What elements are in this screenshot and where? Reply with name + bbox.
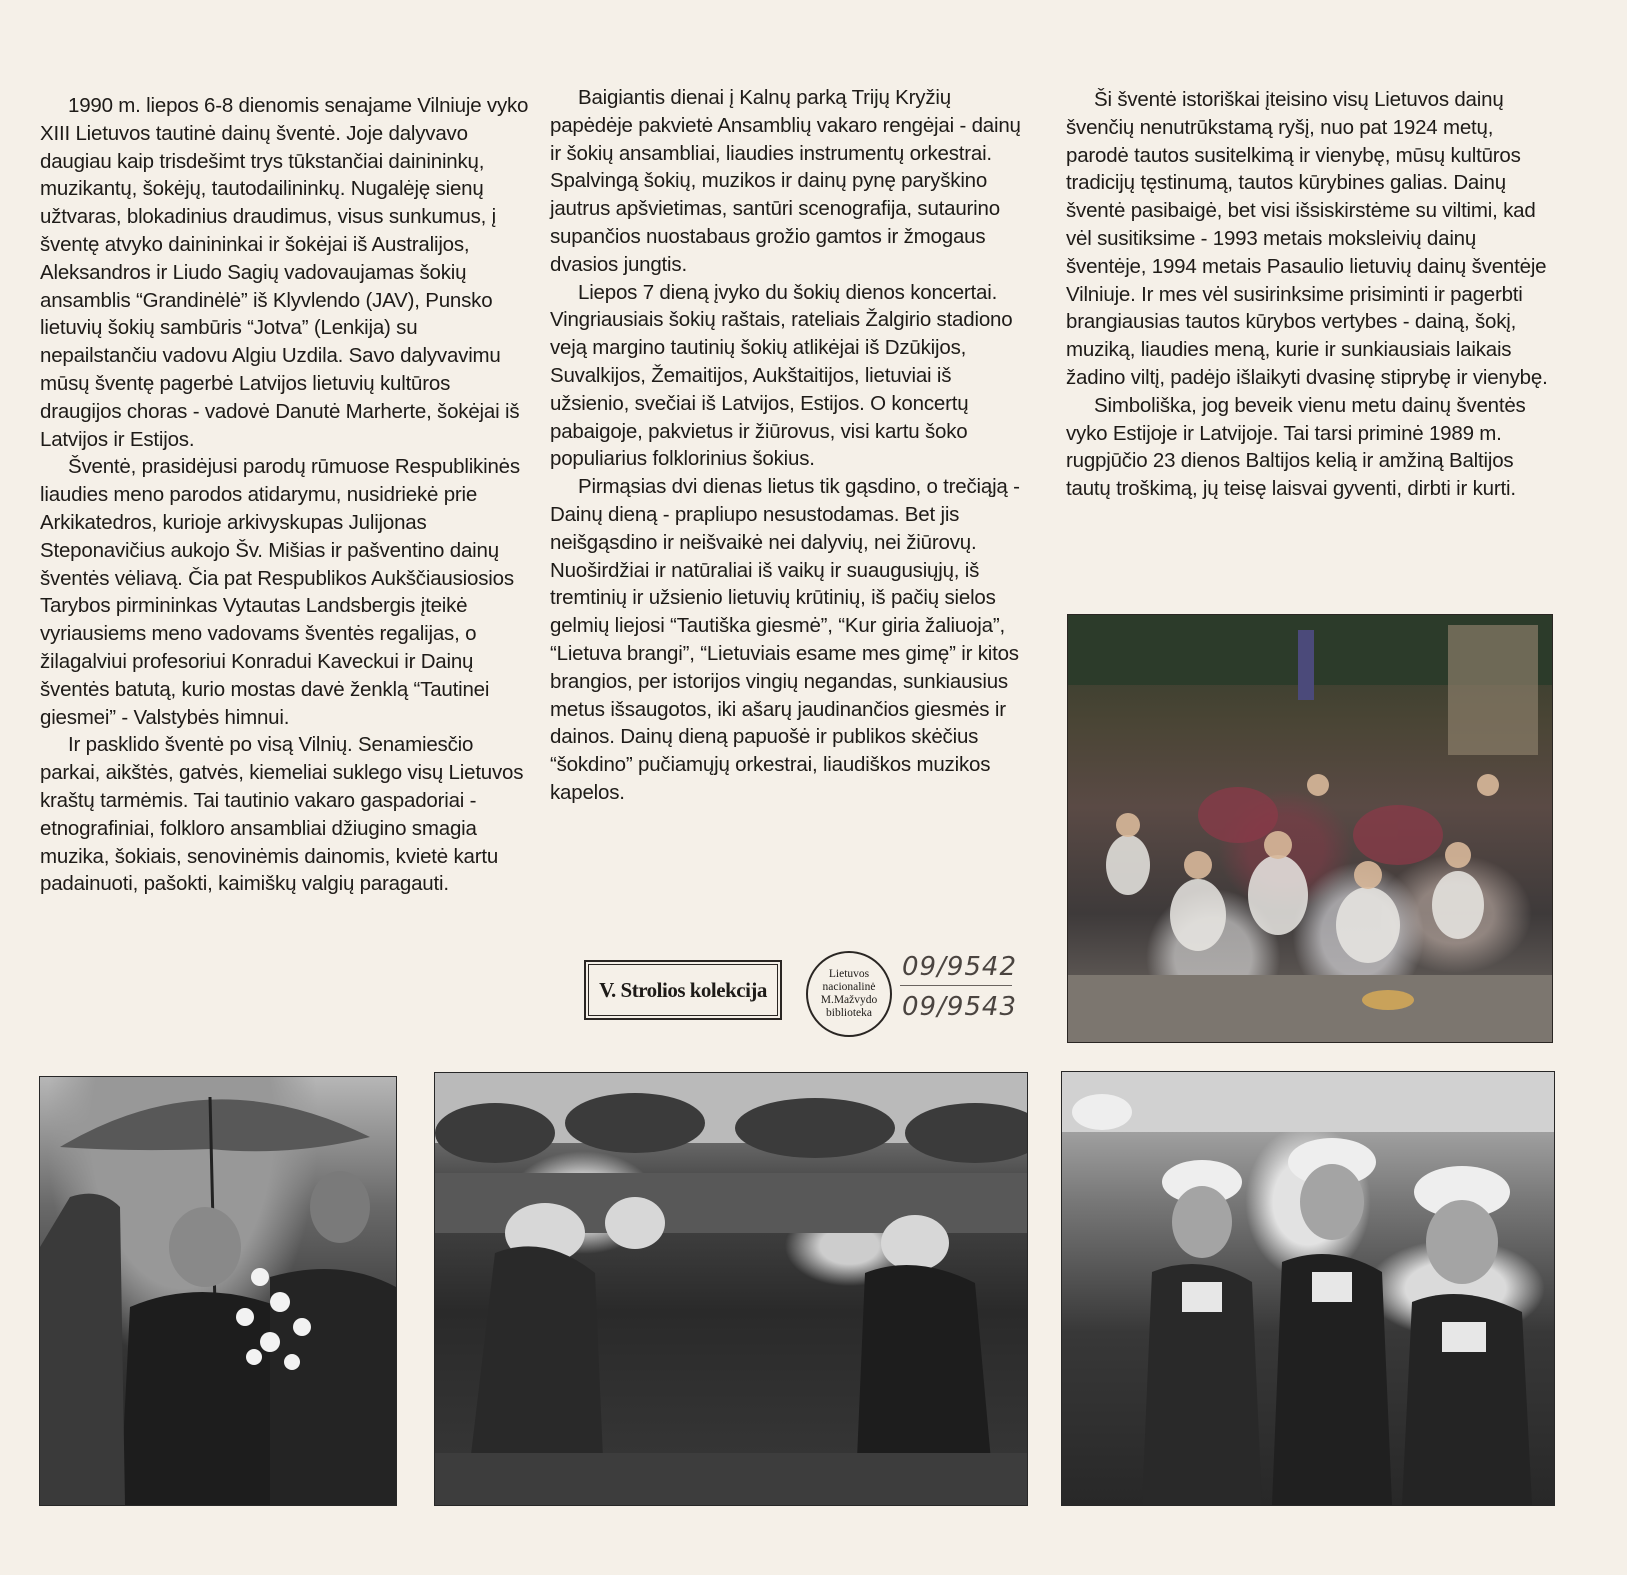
- photo-umbrella-flowers: [40, 1077, 396, 1505]
- library-stamp-line: M.Mažvydo: [820, 994, 878, 1006]
- underline: [900, 985, 1012, 986]
- library-stamp-line: Lietuvos: [828, 968, 870, 980]
- photo-children-folk-costumes: [1062, 1072, 1554, 1505]
- photo-seated-children-color: [1068, 615, 1552, 1042]
- paragraph: Šventė, prasidėjusi parodų rūmuose Respublikinės liaudies meno parodos atidarymu, nusidriekė prie Arkikatedros, kurioje arkivyskupas Julijonas Steponavičius aukojo Šv. Mišias ir pašventino dainų šventės vėliavą. Čia pat Respublikos Aukščiausiosios Tarybos pirmininkas Vytautas Landsbergis įteikė vyriausiems meno vadovams šventės regalijas, o žilagalviui profesoriui Konradui Kaveckui ir Dainų šventės batutą, kurio mostas davė ženklą “Tautinei giesmei” - Valstybės himnui.: [40, 455, 520, 729]
- inventory-number-1: 09/9542: [902, 952, 1018, 982]
- paragraph: Liepos 7 dieną įvyko du šokių dienos koncertai. Vingriausiais šokių raštais, rateliais Žalgirio stadiono veją margino tautinių šokių atlikėjai iš Dzūkijos, Suvalkijos, Žemaitijos, Aukštaitijos, lietuviai iš užsienio, svečiai iš Latvijos, Estijos. O koncertų pabaigoje, pakvietus ir žiūrovus, visi kartu šoko populiarius folklorinius šokius.: [550, 280, 1013, 471]
- library-stamp: [806, 951, 892, 1037]
- text-column-3: [1066, 86, 1554, 503]
- library-stamp-line: nacionalinė: [822, 981, 876, 993]
- paragraph: Simboliška, jog beveik vienu metu dainų šventės vyko Estijoje ir Latvijoje. Tai tarsi priminė 1989 m. rugpjūčio 23 dienos Baltijos kelią ir amžiną Baltijos tautų troškimą, jų teisę laisvai gyventi, dirbti ir kurti.: [1066, 393, 1526, 501]
- text-column-1: [40, 92, 532, 898]
- inventory-number-2: 09/9543: [902, 992, 1018, 1022]
- paragraph: 1990 m. liepos 6-8 dienomis senajame Vilniuje vyko XIII Lietuvos tautinė dainų šventė. Joje dalyvavo daugiau kaip trisdešimt trys tūkstančiai dainininkų, muzikantų, šokėjų, tautodailininkų. Nugalėję sienų užtvaras, blokadinius draudimus, visus sunkumus, į šventę atvyko dainininkai ir šokėjai iš Australijos, Aleksandros ir Liudo Sagių vadovaujamas šokių ansamblis “Grandinėlė” iš Klyvlendo (JAV), Punsko lietuvių šokių sambūris “Jotva” (Lenkija) su nepailstančiu vadovu Algiu Uzdila. Savo dalyvavimu mūsų šventę pagerbė Latvijos lietuvių kultūros draugijos choras - vadovė Danutė Marherte, šokėjai iš Latvijos ir Estijos.: [40, 94, 529, 451]
- collection-stamp: V. Strolios kolekcija: [584, 960, 782, 1020]
- paragraph: Ir pasklido šventė po visą Vilnių. Senamiesčio parkai, aikštės, gatvės, kiemeliai suklego visų Lietuvos kraštų tarmėmis. Tai tautinio vakaro gaspadoriai - etnografiniai, folkloro ansambliai džiugino smagia muzika, šokiais, senovinėmis dainomis, kvietė kartu padainuoti, pašokti, kaimiškų valgių paragauti.: [40, 733, 524, 896]
- text-column-2: [550, 84, 1028, 807]
- paragraph: Pirmąsias dvi dienas lietus tik gąsdino, o trečiąją - Dainų dieną - prapliupo nesustodamas. Bet jis neišgąsdino ir neišvaikė nei dalyvių, nei žiūrovų. Nuoširdžiai ir natūraliai iš vaikų ir suaugusiųjų, iš tremtinių ir užsienio lietuvių krūtinių, iš pačių sielos gelmių liejosi “Tautiška giesmė”, “Kur giria žaliuoja”, “Lietuva brangi”, “Lietuviais esame mes gimę” ir kitos brangios, per istorijos vingių negandas, sunkiausius metus išsaugotos, iki ašarų jaudinančios giesmės ir dainos. Dainų dieną papuošė ir publikos skėčius “šokdino” pučiamųjų orkestrai, liaudiškos muzikos kapelos.: [550, 475, 1020, 804]
- paragraph: Baigiantis dienai į Kalnų parką Trijų Kryžių papėdėje pakvietė Ansamblių vakaro rengėjai - dainų ir šokių ansambliai, liaudies instrumentų orkestrai. Spalvingą šokių, muzikos ir dainų pynę paryškino jautrus apšvietimas, santūri scenografija, sutaurino supančios nuostabaus grožio gamtos ir žmogaus dvasios jungtis.: [550, 86, 1021, 276]
- library-stamp-line: biblioteka: [826, 1007, 872, 1019]
- photo-dancers-rain: [435, 1073, 1027, 1505]
- paragraph: Ši šventė istoriškai įteisino visų Lietuvos dainų švenčių nenutrūkstamą ryšį, nuo pat 1924 metų, parodė tautos susitelkimą ir vienybę, mūsų kultūros tradicijų tęstinumą, tautos kūrybines galias. Dainų šventė pasibaigė, bet visi išsiskirstėme su viltimi, kad vėl susitiksime - 1993 metais moksleivių dainų šventėje, 1994 metais Pasaulio lietuvių dainų šventėje Vilniuje. Ir mes vėl susirinksime prisiminti ir pagerbti brangiausias tautos kūrybos vertybes - dainą, šokį, muziką, liaudies meną, kurie ir sunkiausiais laikais žadino viltį, padėjo išlaikyti dvasinę stiprybę ir vienybę.: [1066, 88, 1548, 389]
